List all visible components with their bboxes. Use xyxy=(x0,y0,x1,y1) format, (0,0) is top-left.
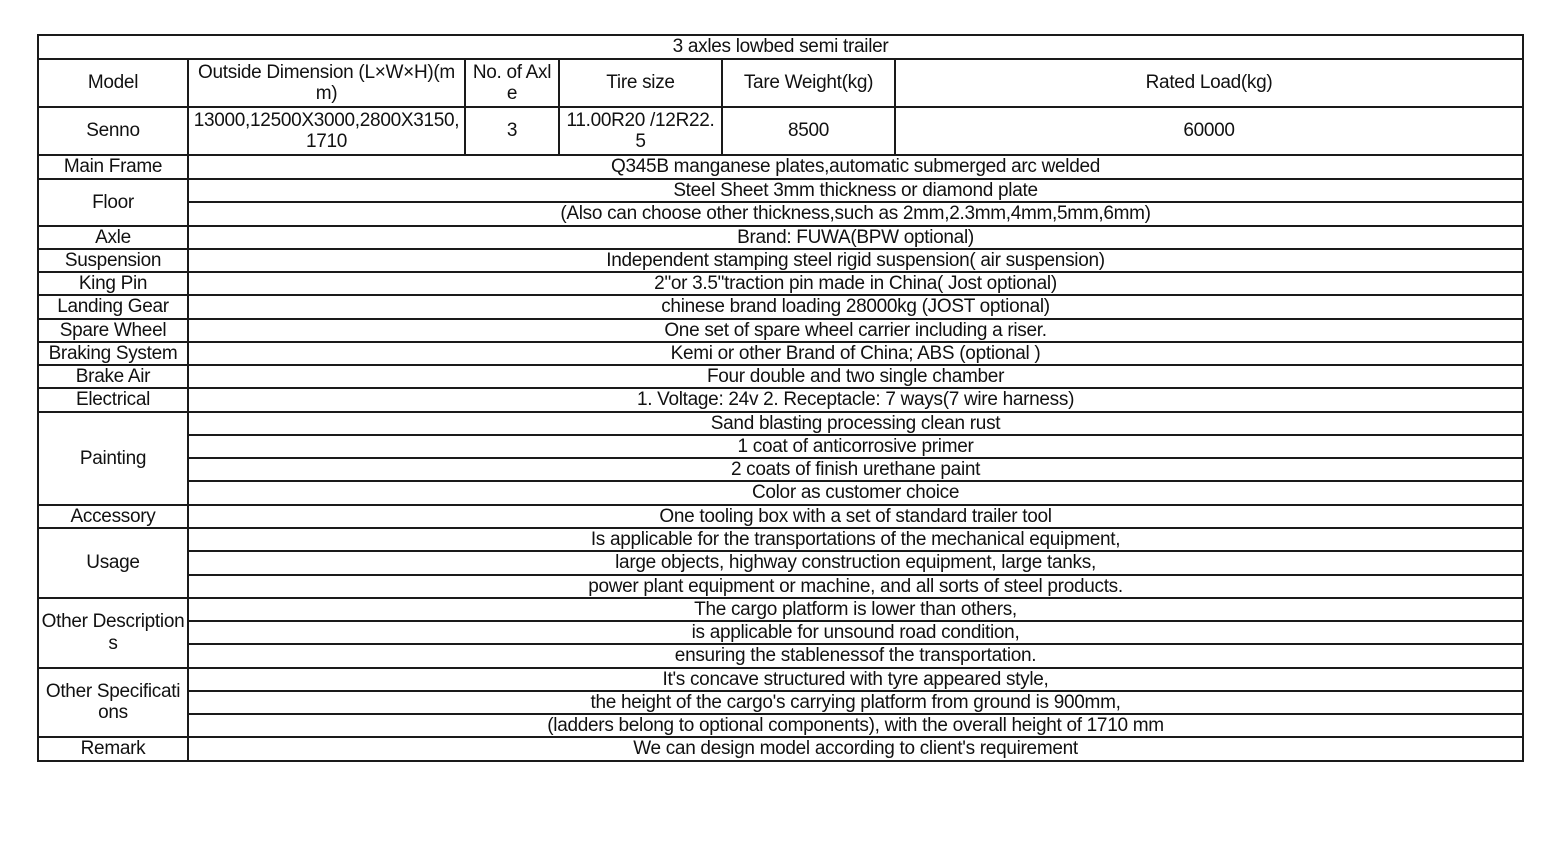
spec-label-brake-air: Brake Air xyxy=(38,365,188,388)
spec-label-usage: Usage xyxy=(38,528,188,598)
spec-value-other-descriptions-2: is applicable for unsound road condition, xyxy=(188,621,1523,644)
spec-row-axle xyxy=(38,226,1523,249)
spec-row-usage-2 xyxy=(38,551,1523,574)
spec-row-electrical xyxy=(38,388,1523,411)
spec-row-king-pin xyxy=(38,272,1523,295)
spec-label-accessory: Accessory xyxy=(38,505,188,528)
spec-value-landing-gear: chinese brand loading 28000kg (JOST optional) xyxy=(188,295,1523,318)
spec-label-floor: Floor xyxy=(38,179,188,226)
spec-row-painting xyxy=(38,412,1523,435)
spec-row-spare-wheel xyxy=(38,319,1523,342)
spec-label-remark: Remark xyxy=(38,737,188,760)
spec-table xyxy=(37,34,1524,762)
spec-value-usage-1: Is applicable for the transportations of the mechanical equipment, xyxy=(188,528,1523,551)
spec-row-other-descriptions-2 xyxy=(38,621,1523,644)
spec-value-brake-air: Four double and two single chamber xyxy=(188,365,1523,388)
spec-value-floor-1: Steel Sheet 3mm thickness or diamond plate xyxy=(188,179,1523,202)
model-row xyxy=(38,107,1523,155)
spec-value-floor-2: (Also can choose other thickness,such as 2mm,2.3mm,4mm,5mm,6mm) xyxy=(188,202,1523,225)
spec-value-electrical: 1. Voltage: 24v 2. Receptacle: 7 ways(7 wire harness) xyxy=(188,388,1523,411)
spec-row-remark xyxy=(38,737,1523,760)
spec-row-brake-air xyxy=(38,365,1523,388)
header-model: Model xyxy=(38,59,188,107)
spec-value-other-specifications-1: It's concave structured with tyre appeared style, xyxy=(188,668,1523,691)
spec-value-painting-1: Sand blasting processing clean rust xyxy=(188,412,1523,435)
spec-value-other-specifications-2: the height of the cargo's carrying platform from ground is 900mm, xyxy=(188,691,1523,714)
spec-label-suspension: Suspension xyxy=(38,249,188,272)
spec-value-main-frame: Q345B manganese plates,automatic submerged arc welded xyxy=(188,155,1523,179)
spec-value-painting-3: 2 coats of finish urethane paint xyxy=(188,458,1523,481)
spec-row-floor-2 xyxy=(38,202,1523,225)
spec-value-axle: Brand: FUWA(BPW optional) xyxy=(188,226,1523,249)
model-load: 60000 xyxy=(895,107,1523,155)
spec-value-accessory: One tooling box with a set of standard trailer tool xyxy=(188,505,1523,528)
spec-value-spare-wheel: One set of spare wheel carrier including a riser. xyxy=(188,319,1523,342)
header-row xyxy=(38,59,1523,107)
header-tire: Tire size xyxy=(559,59,722,107)
spec-row-other-descriptions xyxy=(38,598,1523,621)
spec-row-painting-2 xyxy=(38,435,1523,458)
spec-row-other-specifications xyxy=(38,668,1523,691)
spec-value-other-descriptions-1: The cargo platform is lower than others, xyxy=(188,598,1523,621)
spec-label-king-pin: King Pin xyxy=(38,272,188,295)
spec-row-usage xyxy=(38,528,1523,551)
spec-row-accessory xyxy=(38,505,1523,528)
spec-value-usage-2: large objects, highway construction equipment, large tanks, xyxy=(188,551,1523,574)
spec-row-painting-4 xyxy=(38,481,1523,504)
model-dimension: 13000,12500X3000,2800X3150,1710 xyxy=(188,107,465,155)
spec-value-other-descriptions-3: ensuring the stablenessof the transportation. xyxy=(188,644,1523,667)
spec-value-other-specifications-3: (ladders belong to optional components), with the overall height of 1710 mm xyxy=(188,714,1523,737)
spec-label-landing-gear: Landing Gear xyxy=(38,295,188,318)
spec-row-floor xyxy=(38,179,1523,202)
spec-row-other-specifications-3 xyxy=(38,714,1523,737)
spec-value-painting-4: Color as customer choice xyxy=(188,481,1523,504)
spec-row-other-descriptions-3 xyxy=(38,644,1523,667)
spec-row-main-frame xyxy=(38,155,1523,179)
header-load: Rated Load(kg) xyxy=(895,59,1523,107)
table-title: 3 axles lowbed semi trailer xyxy=(38,35,1523,59)
spec-row-other-specifications-2 xyxy=(38,691,1523,714)
spec-row-braking-system xyxy=(38,342,1523,365)
spec-value-suspension: Independent stamping steel rigid suspension( air suspension) xyxy=(188,249,1523,272)
spec-label-main-frame: Main Frame xyxy=(38,155,188,179)
model-axle-count: 3 xyxy=(465,107,559,155)
model-tire: 11.00R20 /12R22.5 xyxy=(559,107,722,155)
spec-label-braking-system: Braking System xyxy=(38,342,188,365)
spec-value-painting-2: 1 coat of anticorrosive primer xyxy=(188,435,1523,458)
header-tare: Tare Weight(kg) xyxy=(722,59,895,107)
model-tare: 8500 xyxy=(722,107,895,155)
spec-value-braking-system: Kemi or other Brand of China; ABS (optional ) xyxy=(188,342,1523,365)
spec-label-axle: Axle xyxy=(38,226,188,249)
spec-value-remark: We can design model according to client's requirement xyxy=(188,737,1523,760)
spec-value-usage-3: power plant equipment or machine, and all sorts of steel products. xyxy=(188,575,1523,598)
spec-label-other-specifications: Other Specifications xyxy=(38,668,188,738)
model-name: Senno xyxy=(38,107,188,155)
spec-value-king-pin: 2"or 3.5"traction pin made in China( Jost optional) xyxy=(188,272,1523,295)
header-axle-count: No. of Axle xyxy=(465,59,559,107)
header-dimension: Outside Dimension (L×W×H)(mm) xyxy=(188,59,465,107)
spec-label-electrical: Electrical xyxy=(38,388,188,411)
spec-label-other-descriptions: Other Descriptions xyxy=(38,598,188,668)
spec-label-painting: Painting xyxy=(38,412,188,505)
spec-row-suspension xyxy=(38,249,1523,272)
spec-label-spare-wheel: Spare Wheel xyxy=(38,319,188,342)
spec-row-usage-3 xyxy=(38,575,1523,598)
spec-row-painting-3 xyxy=(38,458,1523,481)
spec-row-landing-gear xyxy=(38,295,1523,318)
